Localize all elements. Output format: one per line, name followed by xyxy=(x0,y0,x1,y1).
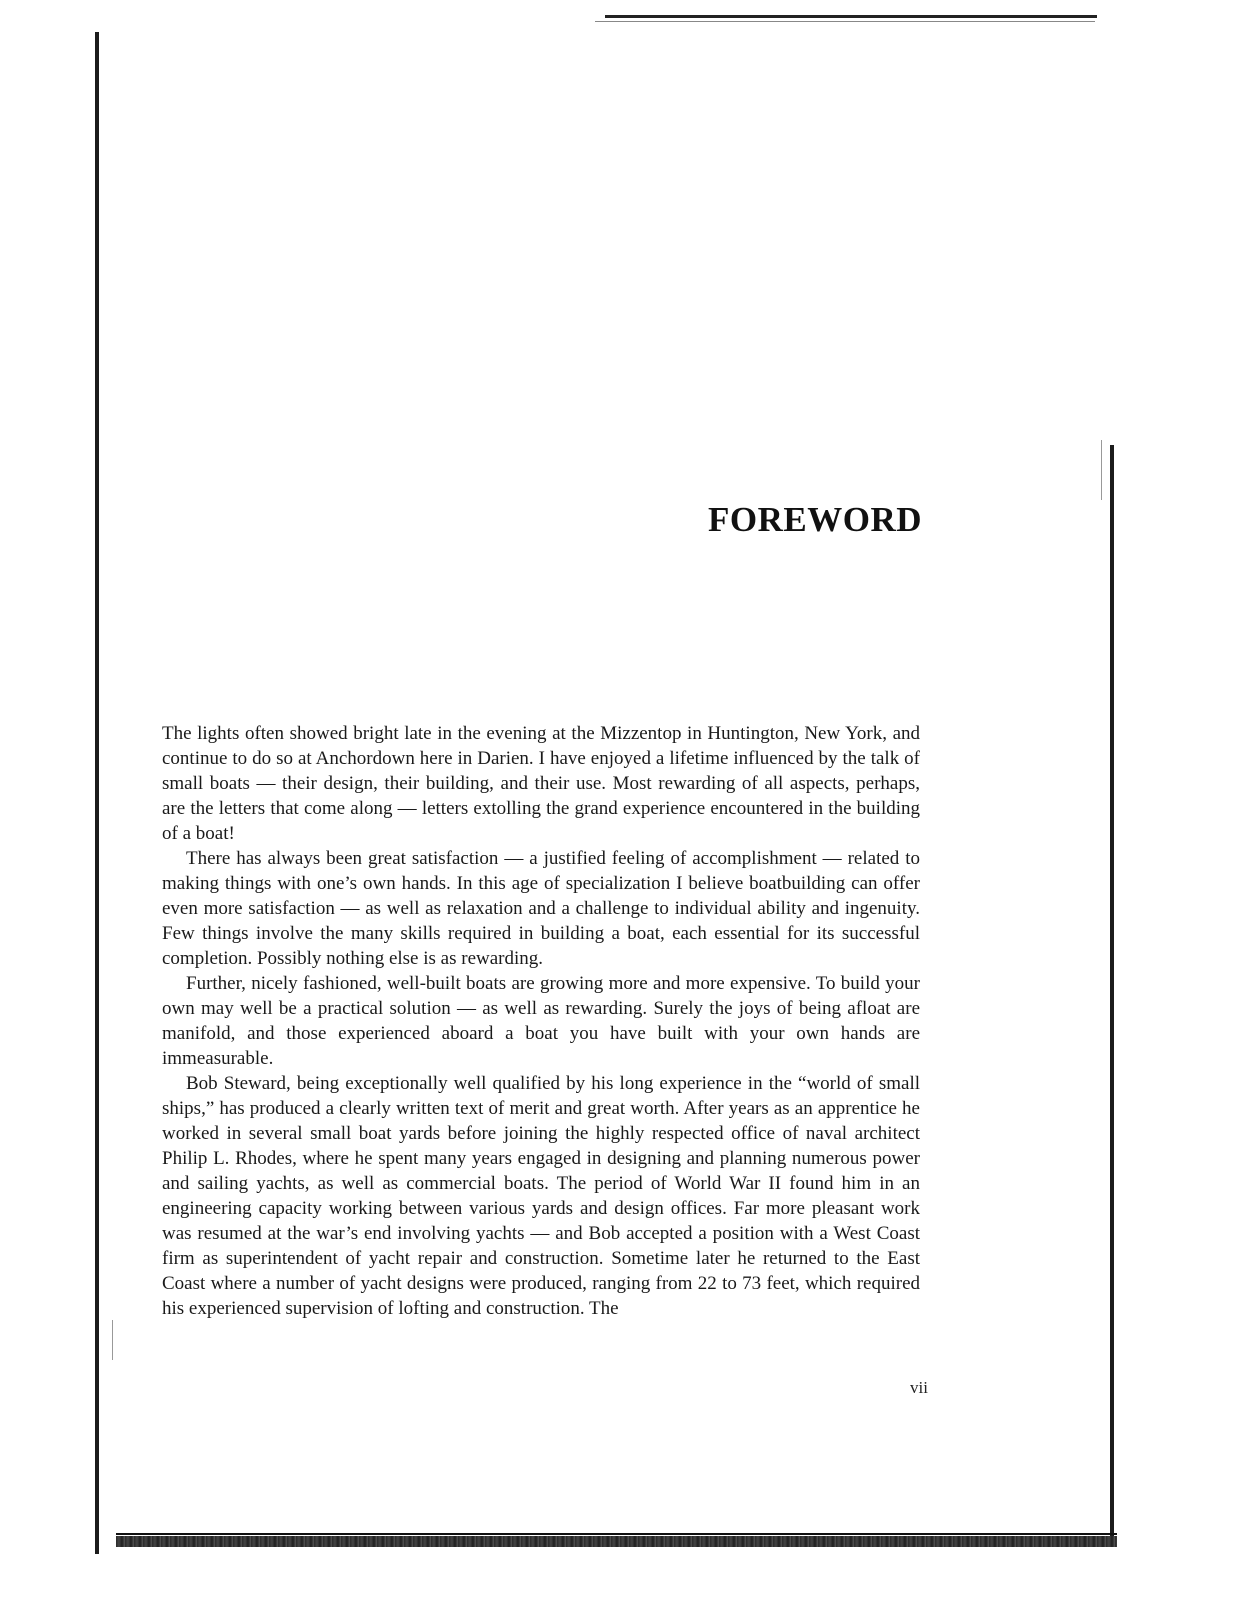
paragraph-4: Bob Steward, being exceptionally well qualified by his long experience in the “world of small ships,” has produced a clearly written text of merit and great worth. After years as an apprentice he worked in several small boat yards before joining the highly respected office of naval architect Philip L. Rhodes, where he spent many years engaged in designing and planning numerous power and sailing yachts, as well as commercial boats. The period of World War II found him in an engineering capacity working between various yards and design offices. Far more pleasant work was resumed at the war’s end involving yachts — and Bob accepted a position with a West Coast firm as superintendent of yacht repair and construction. Sometime later he returned to the East Coast where a number of yacht designs were produced, ranging from 22 to 73 feet, which required his experienced supervision of lofting and construction. The xyxy=(162,1073,920,1319)
paragraph-3: Further, nicely fashioned, well-built boats are growing more and more expensive. To build your own may well be a practical solution — as well as rewarding. Surely the joys of being afloat are manifold, and those experienced aboard a boat you have built with your own hands are immeasurable. xyxy=(162,973,920,1069)
paragraph-2: There has always been great satisfaction — a justified feeling of accomplishment — related to making things with one’s own hands. In this age of specialization I believe boatbuilding can offer even more satisfaction — as well as relaxation and a challenge to individual ability and ingenuity. Few things involve the many skills required in building a boat, each essential for its successful completion. Possibly nothing else is as rewarding. xyxy=(162,848,920,969)
page-number: vii xyxy=(910,1378,928,1397)
paragraph-1: The lights often showed bright late in the evening at the Mizzentop in Huntington, New York, and continue to do so at Anchordown here in Darien. I have enjoyed a lifetime influenced by the talk of small boats — their design, their building, and their use. Most rewarding of all aspects, perhaps, are the letters that come along — letters extolling the grand experience encountered in the building of a boat! xyxy=(162,723,920,844)
scan-edge-left-inner xyxy=(112,1320,113,1360)
scan-edge-right xyxy=(1110,445,1114,1540)
scan-edge-top-thin xyxy=(595,21,1095,22)
scan-edge-left xyxy=(95,32,99,1554)
scan-edge-bottom xyxy=(116,1536,1117,1547)
scan-edge-right-thin xyxy=(1101,440,1102,500)
scan-edge-top xyxy=(605,15,1097,18)
chapter-heading: FOREWORD xyxy=(708,500,922,539)
scan-edge-bottom-line xyxy=(116,1533,1117,1535)
foreword-body xyxy=(162,721,920,1321)
